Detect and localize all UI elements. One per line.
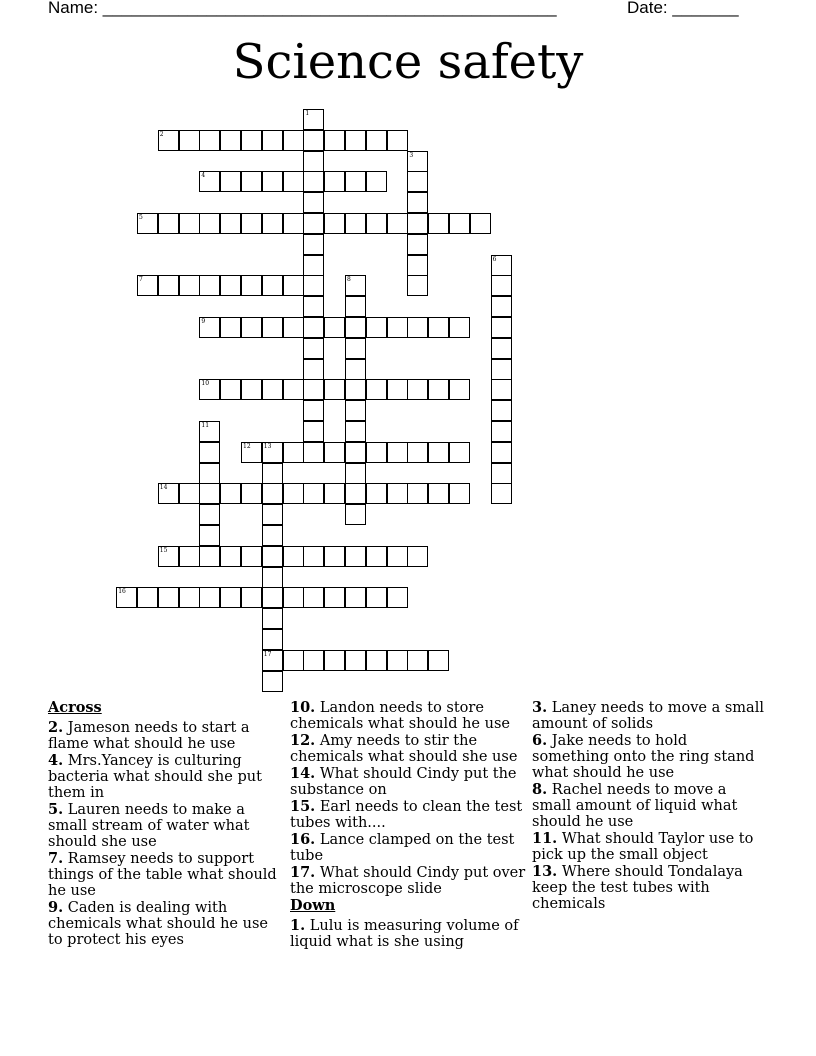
crossword-cell[interactable] (407, 317, 428, 338)
crossword-cell[interactable] (283, 379, 304, 400)
crossword-cell[interactable] (366, 442, 387, 463)
crossword-cell[interactable] (407, 483, 428, 504)
clue-column-2 (290, 700, 526, 951)
crossword-cell[interactable] (387, 442, 408, 463)
crossword-cell[interactable] (283, 442, 304, 463)
clue-item (48, 900, 284, 948)
crossword-cell[interactable] (179, 483, 200, 504)
crossword-cell[interactable] (179, 275, 200, 296)
crossword-cell[interactable] (303, 359, 324, 380)
crossword-cell[interactable] (303, 130, 324, 151)
crossword-cell[interactable] (428, 483, 449, 504)
crossword-cell[interactable] (241, 442, 262, 463)
clue-text: Laney needs to move a small amount of solids (532, 700, 764, 732)
clue-number: 2. (48, 719, 64, 736)
crossword-cell[interactable] (387, 546, 408, 567)
crossword-cell[interactable] (262, 671, 283, 692)
crossword-cell[interactable] (303, 379, 324, 400)
crossword-cell[interactable] (303, 151, 324, 172)
cell-number: 2 (159, 130, 164, 138)
cell-number: 16 (118, 588, 126, 596)
crossword-cell[interactable] (491, 400, 512, 421)
crossword-cell[interactable] (158, 546, 179, 567)
clue-item (290, 700, 526, 732)
crossword-cell[interactable] (387, 317, 408, 338)
crossword-cell[interactable] (366, 213, 387, 234)
crossword-cell[interactable] (220, 130, 241, 151)
crossword-cell[interactable] (220, 483, 241, 504)
crossword-cell[interactable] (303, 275, 324, 296)
clue-number: 14. (290, 765, 316, 782)
crossword-cell[interactable] (324, 213, 345, 234)
clue-text: Caden is dealing with chemicals what should he use to protect his eyes (48, 900, 268, 948)
crossword-cell[interactable] (345, 546, 366, 567)
clue-text: What should Taylor use to pick up the small object (532, 831, 754, 863)
crossword-cell[interactable] (241, 483, 262, 504)
crossword-cell[interactable] (491, 255, 512, 276)
clue-number: 7. (48, 850, 64, 867)
clue-text: What should Cindy put over the microscope slide (290, 865, 526, 897)
crossword-cell[interactable] (491, 317, 512, 338)
crossword-cell[interactable] (491, 338, 512, 359)
crossword-cell[interactable] (407, 275, 428, 296)
crossword-cell[interactable] (283, 650, 304, 671)
crossword-cell[interactable] (199, 483, 220, 504)
page-title: Science safety (232, 34, 584, 90)
crossword-cell[interactable] (262, 629, 283, 650)
crossword-cell[interactable] (199, 379, 220, 400)
crossword-cell[interactable] (407, 650, 428, 671)
crossword-cell[interactable] (491, 359, 512, 380)
clue-number: 1. (290, 917, 306, 934)
crossword-cell[interactable] (303, 109, 324, 130)
crossword-cell[interactable] (158, 130, 179, 151)
crossword-cell[interactable] (345, 130, 366, 151)
crossword-cell[interactable] (262, 463, 283, 484)
crossword-cell[interactable] (241, 275, 262, 296)
clue-number: 6. (532, 732, 548, 749)
clue-number: 13. (532, 863, 558, 880)
crossword-cell[interactable] (303, 296, 324, 317)
clue-item (532, 831, 764, 863)
crossword-cell[interactable] (303, 400, 324, 421)
crossword-cell[interactable] (158, 213, 179, 234)
clue-item (48, 753, 284, 801)
crossword-cell[interactable] (303, 442, 324, 463)
crossword-cell[interactable] (303, 338, 324, 359)
clue-number: 12. (290, 732, 316, 749)
crossword-cell[interactable] (158, 483, 179, 504)
clue-number: 4. (48, 752, 64, 769)
crossword-cell[interactable] (179, 130, 200, 151)
crossword-cell[interactable] (199, 130, 220, 151)
crossword-cell[interactable] (262, 567, 283, 588)
crossword-cell[interactable] (199, 463, 220, 484)
crossword-cell[interactable] (137, 587, 158, 608)
crossword-cell[interactable] (345, 442, 366, 463)
crossword-cell[interactable] (262, 171, 283, 192)
crossword-cell[interactable] (345, 379, 366, 400)
crossword-cell[interactable] (407, 213, 428, 234)
crossword-cell[interactable] (262, 213, 283, 234)
crossword-cell[interactable] (407, 234, 428, 255)
crossword-cell[interactable] (303, 192, 324, 213)
crossword-cell[interactable] (179, 546, 200, 567)
crossword-cell[interactable] (449, 213, 470, 234)
crossword-cell[interactable] (345, 213, 366, 234)
clue-column-1 (48, 700, 284, 949)
clue-number: 9. (48, 899, 64, 916)
crossword-cell[interactable] (491, 421, 512, 442)
crossword-cell[interactable] (366, 483, 387, 504)
crossword-cell[interactable] (345, 483, 366, 504)
crossword-cell[interactable] (366, 171, 387, 192)
clue-item (290, 766, 526, 798)
crossword-cell[interactable] (262, 442, 283, 463)
crossword-cell[interactable] (241, 587, 262, 608)
crossword-cell[interactable] (220, 275, 241, 296)
clue-item (290, 733, 526, 765)
crossword-cell[interactable] (220, 587, 241, 608)
crossword-cell[interactable] (470, 213, 491, 234)
crossword-cell[interactable] (407, 546, 428, 567)
crossword-cell[interactable] (324, 317, 345, 338)
clue-item (532, 864, 764, 912)
crossword-cell[interactable] (407, 192, 428, 213)
crossword-cell[interactable] (324, 442, 345, 463)
crossword-cell[interactable] (303, 213, 324, 234)
clue-text: Jameson needs to start a flame what should he use (48, 720, 250, 752)
clue-item (290, 865, 526, 897)
crossword-cell[interactable] (262, 587, 283, 608)
crossword-cell[interactable] (407, 379, 428, 400)
crossword-cell[interactable] (283, 213, 304, 234)
crossword-cell[interactable] (449, 379, 470, 400)
crossword-cell[interactable] (324, 483, 345, 504)
crossword-cell[interactable] (199, 546, 220, 567)
clue-item (532, 733, 764, 781)
crossword-cell[interactable] (491, 275, 512, 296)
crossword-cell[interactable] (199, 442, 220, 463)
crossword-cell[interactable] (303, 483, 324, 504)
crossword-cell[interactable] (179, 213, 200, 234)
crossword-cell[interactable] (345, 421, 366, 442)
clue-item (290, 799, 526, 831)
crossword-cell[interactable] (303, 650, 324, 671)
crossword-cell[interactable] (387, 587, 408, 608)
clue-text: Mrs.Yancey is culturing bacteria what should she put them in (48, 753, 262, 801)
cell-number: 17 (263, 650, 272, 658)
crossword-cell[interactable] (241, 130, 262, 151)
crossword-cell[interactable] (303, 421, 324, 442)
clue-text: Amy needs to stir the chemicals what should she use (290, 733, 518, 765)
crossword-cell[interactable] (283, 587, 304, 608)
clue-number: 16. (290, 831, 316, 848)
crossword-cell[interactable] (199, 421, 220, 442)
crossword-cell[interactable] (345, 463, 366, 484)
crossword-cell[interactable] (199, 213, 220, 234)
crossword-cell[interactable] (262, 525, 283, 546)
clue-text: Ramsey needs to support things of the table what should he use (48, 851, 277, 899)
crossword-cell[interactable] (262, 608, 283, 629)
clue-item (532, 700, 764, 732)
crossword-cell[interactable] (199, 587, 220, 608)
clue-text: Lulu is measuring volume of liquid what is she using (290, 918, 519, 950)
crossword-cell[interactable] (220, 379, 241, 400)
crossword-cell[interactable] (345, 650, 366, 671)
clue-item (48, 851, 284, 899)
crossword-cell[interactable] (428, 650, 449, 671)
crossword-cell[interactable] (387, 213, 408, 234)
crossword-cell[interactable] (303, 171, 324, 192)
crossword-cell[interactable] (262, 483, 283, 504)
crossword-cell[interactable] (407, 171, 428, 192)
clue-number: 15. (290, 798, 316, 815)
crossword-cell[interactable] (345, 359, 366, 380)
down-heading: Down (290, 897, 336, 914)
cell-number: 13 (263, 442, 272, 450)
crossword-cell[interactable] (324, 171, 345, 192)
clue-number: 11. (532, 830, 558, 847)
crossword-cell[interactable] (345, 504, 366, 525)
crossword-cell[interactable] (345, 317, 366, 338)
crossword-cell[interactable] (303, 255, 324, 276)
cell-number: 4 (201, 172, 206, 180)
crossword-cell[interactable] (158, 275, 179, 296)
crossword-cell[interactable] (158, 587, 179, 608)
clue-item (48, 720, 284, 752)
crossword-cell[interactable] (283, 171, 304, 192)
crossword-cell[interactable] (220, 171, 241, 192)
crossword-cell[interactable] (366, 130, 387, 151)
crossword-cell[interactable] (366, 650, 387, 671)
crossword-cell[interactable] (345, 275, 366, 296)
crossword-cell[interactable] (241, 317, 262, 338)
crossword-cell[interactable] (345, 338, 366, 359)
cell-number: 9 (201, 318, 206, 325)
crossword-cell[interactable] (116, 587, 137, 608)
clue-text: Landon needs to store chemicals what should he use (290, 700, 510, 732)
crossword-cell[interactable] (283, 317, 304, 338)
crossword-cell[interactable] (283, 275, 304, 296)
cell-number: 3 (409, 151, 414, 159)
crossword-cell[interactable] (262, 130, 283, 151)
crossword-cell[interactable] (283, 546, 304, 567)
crossword-cell[interactable] (137, 213, 158, 234)
crossword-cell[interactable] (283, 483, 304, 504)
crossword-cell[interactable] (324, 587, 345, 608)
crossword-cell[interactable] (366, 379, 387, 400)
date-field: Date: _______ (627, 0, 739, 17)
crossword-cell[interactable] (449, 317, 470, 338)
crossword-cell[interactable] (491, 463, 512, 484)
crossword-cell[interactable] (262, 546, 283, 567)
crossword-cell[interactable] (366, 587, 387, 608)
clue-number: 3. (532, 699, 548, 716)
crossword-cell[interactable] (199, 525, 220, 546)
crossword-cell[interactable] (303, 317, 324, 338)
clue-text: Lauren needs to make a small stream of water what should she use (48, 802, 250, 850)
cell-number: 1 (305, 110, 310, 117)
crossword-cell[interactable] (262, 650, 283, 671)
crossword-cell[interactable] (345, 171, 366, 192)
crossword-cell[interactable] (387, 650, 408, 671)
crossword-cell[interactable] (303, 546, 324, 567)
crossword-cell[interactable] (428, 379, 449, 400)
crossword-cell[interactable] (241, 379, 262, 400)
clue-number: 8. (532, 781, 548, 798)
crossword-cell[interactable] (137, 275, 158, 296)
crossword-cell[interactable] (428, 317, 449, 338)
crossword-cell[interactable] (449, 442, 470, 463)
crossword-cell[interactable] (387, 379, 408, 400)
crossword-cell[interactable] (387, 130, 408, 151)
crossword-cell[interactable] (407, 151, 428, 172)
crossword-cell[interactable] (283, 130, 304, 151)
crossword-cell[interactable] (345, 296, 366, 317)
crossword-cell[interactable] (428, 442, 449, 463)
crossword-cell[interactable] (491, 442, 512, 463)
crossword-cell[interactable] (491, 296, 512, 317)
clue-item (48, 802, 284, 850)
clue-text: What should Cindy put the substance on (290, 766, 517, 798)
name-field: Name: ________________________________________________ (48, 0, 557, 17)
clue-number: 10. (290, 699, 316, 716)
crossword-cell[interactable] (324, 546, 345, 567)
crossword-cell[interactable] (199, 317, 220, 338)
cell-number: 7 (139, 276, 143, 284)
crossword-cell[interactable] (220, 317, 241, 338)
cell-number: 10 (201, 380, 210, 388)
cell-number: 6 (492, 255, 497, 263)
crossword-cell[interactable] (366, 317, 387, 338)
crossword-cell[interactable] (199, 275, 220, 296)
crossword-cell[interactable] (387, 483, 408, 504)
crossword-cell[interactable] (179, 587, 200, 608)
clue-item (532, 782, 764, 830)
crossword-cell[interactable] (262, 275, 283, 296)
crossword-cell[interactable] (220, 213, 241, 234)
crossword-cell[interactable] (345, 587, 366, 608)
crossword-cell[interactable] (324, 130, 345, 151)
cell-number: 11 (201, 422, 210, 429)
crossword-cell[interactable] (241, 171, 262, 192)
crossword-cell[interactable] (220, 546, 241, 567)
clue-text: Earl needs to clean the test tubes with.... (290, 799, 523, 831)
cell-number: 14 (159, 484, 168, 492)
crossword-cell[interactable] (324, 650, 345, 671)
clue-text: Jake needs to hold something onto the ring stand what should he use (532, 733, 755, 781)
clue-text: Where should Tondalaya keep the test tubes with chemicals (532, 864, 743, 912)
crossword-cell[interactable] (262, 317, 283, 338)
crossword-cell[interactable] (303, 587, 324, 608)
crossword-cell[interactable] (407, 442, 428, 463)
crossword-cell[interactable] (407, 255, 428, 276)
crossword-cell[interactable] (241, 546, 262, 567)
clue-item (290, 832, 526, 864)
clue-text: Lance clamped on the test tube (290, 832, 515, 864)
across-heading: Across (48, 699, 102, 716)
crossword-cell[interactable] (303, 234, 324, 255)
clue-item (290, 918, 526, 950)
crossword-cell[interactable] (199, 504, 220, 525)
clue-number: 5. (48, 801, 64, 818)
crossword-cell[interactable] (241, 213, 262, 234)
crossword-cell[interactable] (491, 379, 512, 400)
crossword-cell[interactable] (491, 483, 512, 504)
crossword-cell[interactable] (262, 504, 283, 525)
cell-number: 8 (347, 276, 351, 284)
clue-column-3 (532, 700, 764, 913)
crossword-cell[interactable] (449, 483, 470, 504)
cell-number: 15 (159, 546, 168, 554)
crossword-cell[interactable] (324, 379, 345, 400)
crossword-cell[interactable] (428, 213, 449, 234)
crossword-cell[interactable] (262, 379, 283, 400)
clue-text: Rachel needs to move a small amount of liquid what should he use (532, 782, 738, 830)
cell-number: 12 (243, 442, 251, 450)
crossword-cell[interactable] (199, 171, 220, 192)
crossword-cell[interactable] (366, 546, 387, 567)
crossword-cell[interactable] (345, 400, 366, 421)
clue-number: 17. (290, 864, 316, 881)
cell-number: 5 (139, 214, 143, 221)
